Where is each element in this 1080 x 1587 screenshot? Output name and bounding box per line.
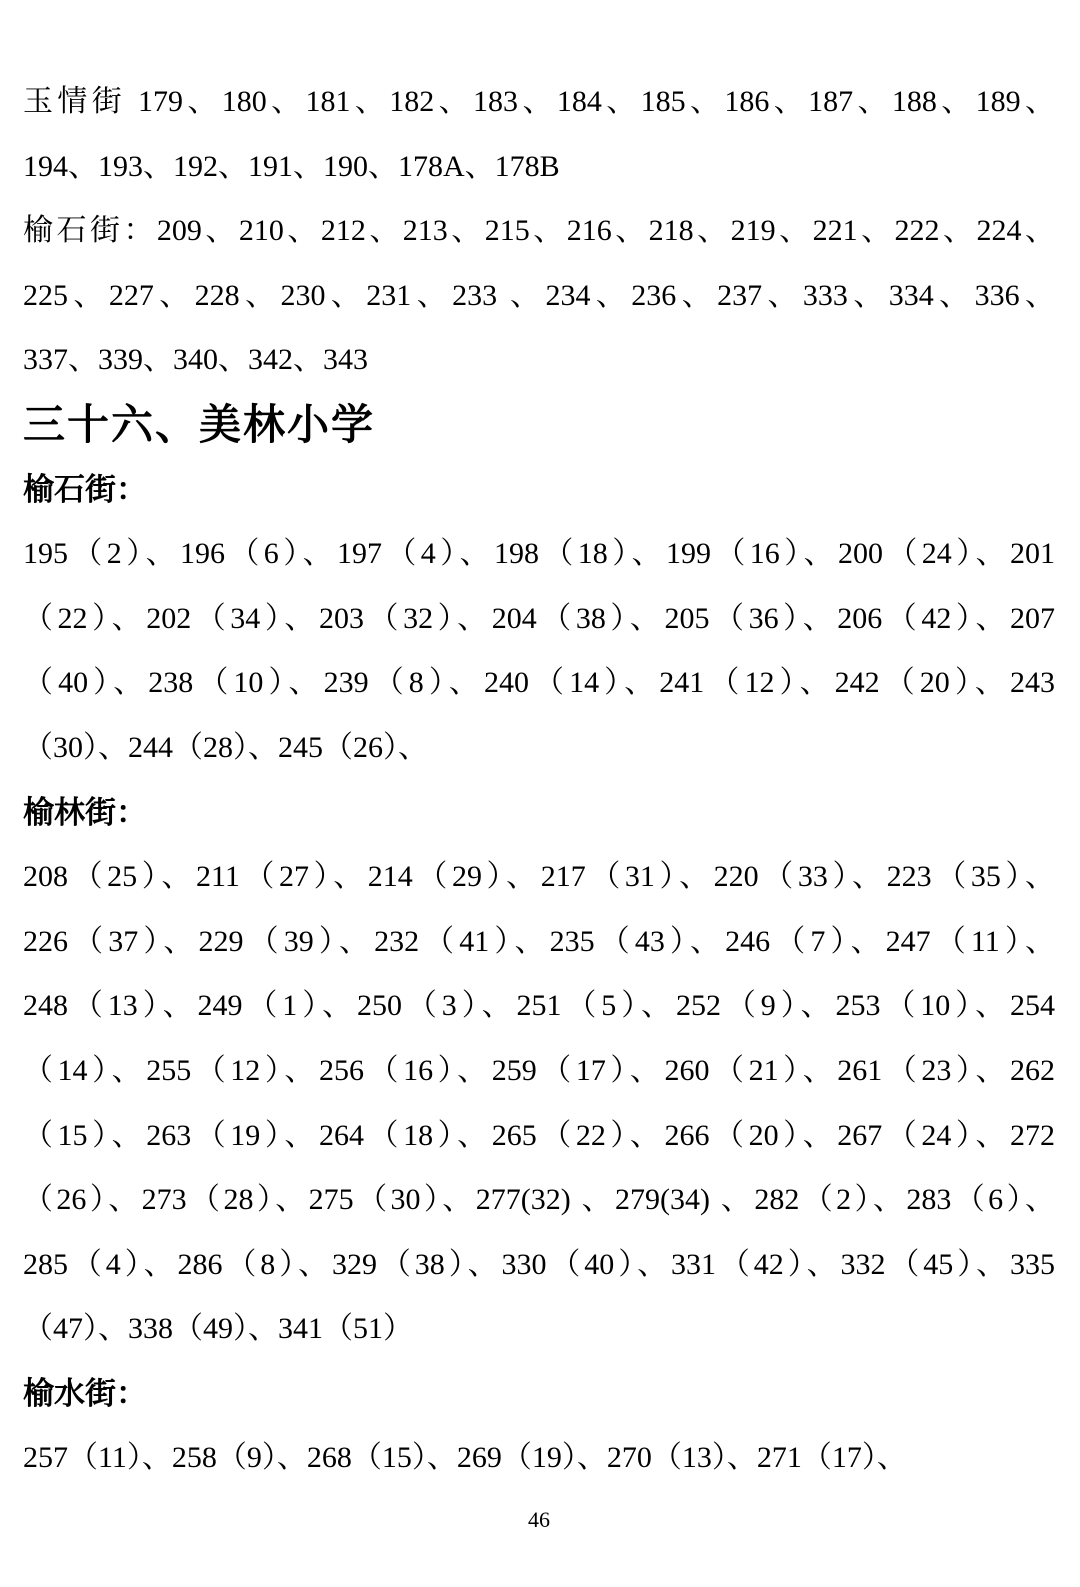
street-paragraph-line: 208（25）、211（27）、214（29）、217（31）、220（33）、223（35）、: [23, 860, 1055, 894]
street-paragraph-line: （30）、244（28）、245（26）、: [23, 730, 428, 764]
street-name-heading: 榆林街：: [23, 794, 147, 830]
street-name-heading: 榆水街：: [23, 1375, 147, 1411]
street-paragraph-line: 195（2）、196（6）、197（4）、198（18）、199（16）、200（24）、201: [23, 537, 1055, 571]
street-paragraph-line: 337、339、340、342、343: [23, 343, 368, 377]
street-paragraph-line: （22）、202（34）、203（32）、204（38）、205（36）、206（42）、207: [23, 601, 1055, 635]
street-paragraph-line: 玉情街 179、180、181、182、183、184、185、186、187、188、189、: [23, 85, 1055, 118]
street-paragraph-line: 257（11）、258（9）、268（15）、269（19）、270（13）、271（17）、: [23, 1441, 907, 1475]
page-number: 46: [528, 1507, 550, 1533]
street-paragraph-line: （47）、338（49）、341（51）: [23, 1312, 413, 1346]
street-paragraph-line: 194、193、192、191、190、178A、178B: [23, 149, 560, 183]
street-paragraph-line: 225、227、228、230、231、233 、234、236、237、333、334、336、: [23, 278, 1055, 312]
street-paragraph-line: 285（4）、286（8）、329（38）、330（40）、331（42）、332（45）、335: [23, 1247, 1055, 1281]
street-paragraph-line: （40）、238（10）、239（8）、240（14）、241（12）、242（20）、243: [23, 666, 1055, 700]
street-paragraph-line: （14）、255（12）、256（16）、259（17）、260（21）、261（23）、262: [23, 1053, 1055, 1087]
street-paragraph-line: 榆石街：209、210、212、213、215、216、218、219、221、222、224、: [23, 214, 1055, 248]
chapter-heading: 三十六、美林小学: [23, 400, 376, 448]
street-paragraph-line: 248（13）、249（1）、250（3）、251（5）、252（9）、253（10）、254: [23, 989, 1055, 1023]
street-paragraph-line: （15）、263（19）、264（18）、265（22）、266（20）、267（24）、272: [23, 1118, 1055, 1152]
street-name-heading: 榆石街：: [23, 471, 147, 507]
street-paragraph-line: （26）、273（28）、275（30）、277(32) 、279(34) 、282（2）、283（6）、: [23, 1183, 1055, 1217]
street-paragraph-line: 226（37）、229（39）、232（41）、235（43）、246（7）、247（11）、: [23, 924, 1055, 958]
